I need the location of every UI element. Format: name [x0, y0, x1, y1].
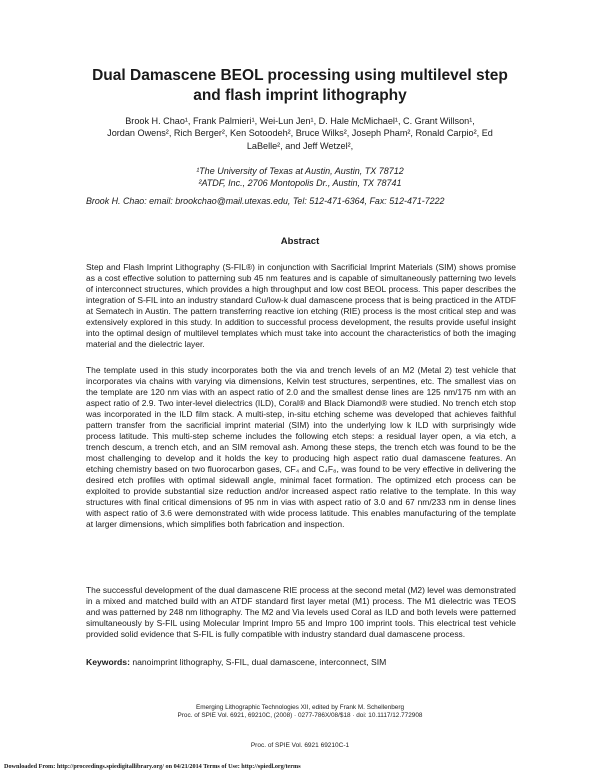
footer-line-1: Emerging Lithographic Technologies XII, edited by Frank M. Schellenberg	[195, 704, 405, 711]
abstract-paragraph-1: Step and Flash Imprint Lithography (S-FIL®) in conjunction with Sacrificial Imprint Materials (SIM) shows promise as a cost effective solution to patterning sub 45 nm features and is capable of simultaneously patterning two levels of interconnect structures, which provides a high throughput and low cost BEOL process. This paper describes the integration of S-FIL into an industry standard Cu/low-k dual damascene process that is being practiced in the ATDF at Sematech in Austin. The pattern transferring reactive ion etching (RIE) process is the most critical step and was extensively explored in this study. In addition to successful process development, the results provide useful insight into the optimal design of multilevel templates which must take into account the characteristics of both the imaging material and the dielectric layer.	[86, 262, 516, 349]
title-line-1: Dual Damascene BEOL processing using multilevel step	[92, 67, 508, 84]
keywords-label: Keywords:	[86, 657, 130, 667]
affiliation-1: ¹The University of Texas at Austin, Austin, TX 78712	[196, 166, 404, 176]
authors-line-2: Jordan Owens², Rich Berger², Ken Sotoodeh², Bruce Wilks², Joseph Pham², Ronald Carpio², Ed	[107, 128, 493, 139]
affiliations	[120, 166, 480, 189]
paper-title	[60, 66, 540, 106]
download-notice[interactable]: Downloaded From: http://proceedings.spiedigitallibrary.org/ on 04/21/2014 Terms of Use: http://spiedl.org/terms	[4, 763, 301, 770]
footer-line-2: Proc. of SPIE Vol. 6921, 69210C, (2008) · 0277-786X/08/$18 · doi: 10.1117/12.772908	[177, 712, 423, 720]
contact-info: Brook H. Chao: email: brookchao@mail.utexas.edu, Tel: 512-471-6364, Fax: 512-471-7222	[86, 196, 445, 206]
keywords-text: nanoimprint lithography, S-FIL, dual damascene, interconnect, SIM	[132, 657, 387, 667]
title-line-2: and flash imprint lithography	[193, 87, 407, 104]
authors-line-3: LaBelle², and Jeff Wetzel²,	[246, 140, 354, 151]
publication-footer	[0, 704, 600, 721]
page-number: Proc. of SPIE Vol. 6921 69210C-1	[250, 742, 350, 749]
keywords	[86, 657, 516, 667]
authors-line-1: Brook H. Chao¹, Frank Palmieri¹, Wei-Lun Jen¹, D. Hale McMichael¹, C. Grant Willson¹,	[125, 116, 475, 126]
abstract-paragraph-2: The template used in this study incorporates both the via and trench levels of an M2 (Metal 2) test vehicle that incorporates via chains with varying via dimensions, Kelvin test structures, serpentines, etc. The smallest vias on the template are 120 nm vias with an aspect ratio of 2.0 and the smallest dense lines are 125 nm/175 nm with an aspect ratio of 2.9. Two inter-level dielectrics (ILD), Coral® and Black Diamond® were studied. No trench etch stop was incorporated in the ILD film stack. A multi-step, in-situ etching scheme was developed that achieves faithful pattern transfer from the sacrificial imprint material (SIM) into the underlying low k ILD with surprisingly wide process latitude. This multi-step scheme includes the following etch steps: a residual layer open, a via etch, a trench descum, a trench etch, and an SIM removal ash. Among these steps, the trench etch was found to be the most challenging to develop and it holds the key to producing high aspect ratio dual damascene features. An etching chemistry based on two fluorocarbon gases, CF₄ and C₄F₈, was found to be very effective in delivering the desired etch profiles with optimal sidewall angle, minimal facet formation. The optimized etch process can be exploited to provide substantial size reduction and/or increased aspect ratio relative to the template. In this way structures with final critical dimensions of 95 nm in vias with aspect ratio of 3.0 and 67 nm/233 nm in dense lines with aspect ratio of 3.6 were demonstrated with wide process latitude. This enables manufacturing of the template at larger dimensions, which simplifies both fabrication and inspection.	[86, 365, 516, 529]
abstract-heading: Abstract	[280, 236, 320, 247]
author-list	[86, 115, 514, 152]
affiliation-2: ²ATDF, Inc., 2706 Montopolis Dr., Austin, TX 78741	[198, 177, 402, 188]
abstract-paragraph-3: The successful development of the dual damascene RIE process at the second metal (M2) level was demonstrated in a mixed and matched build with an ATDF standard first layer metal (M1) process. The M1 dielectric was TEOS and was patterned by 248 nm lithography. The M2 and Via levels used Coral as ILD and both levels were patterned simultaneously by S-FIL using Molecular Imprint Impro 55 and Impro 100 imprint tools. This electrical test vehicle provided solid evidence that S-FIL is fully compatible with industry standard dual damascene process.	[86, 585, 516, 639]
